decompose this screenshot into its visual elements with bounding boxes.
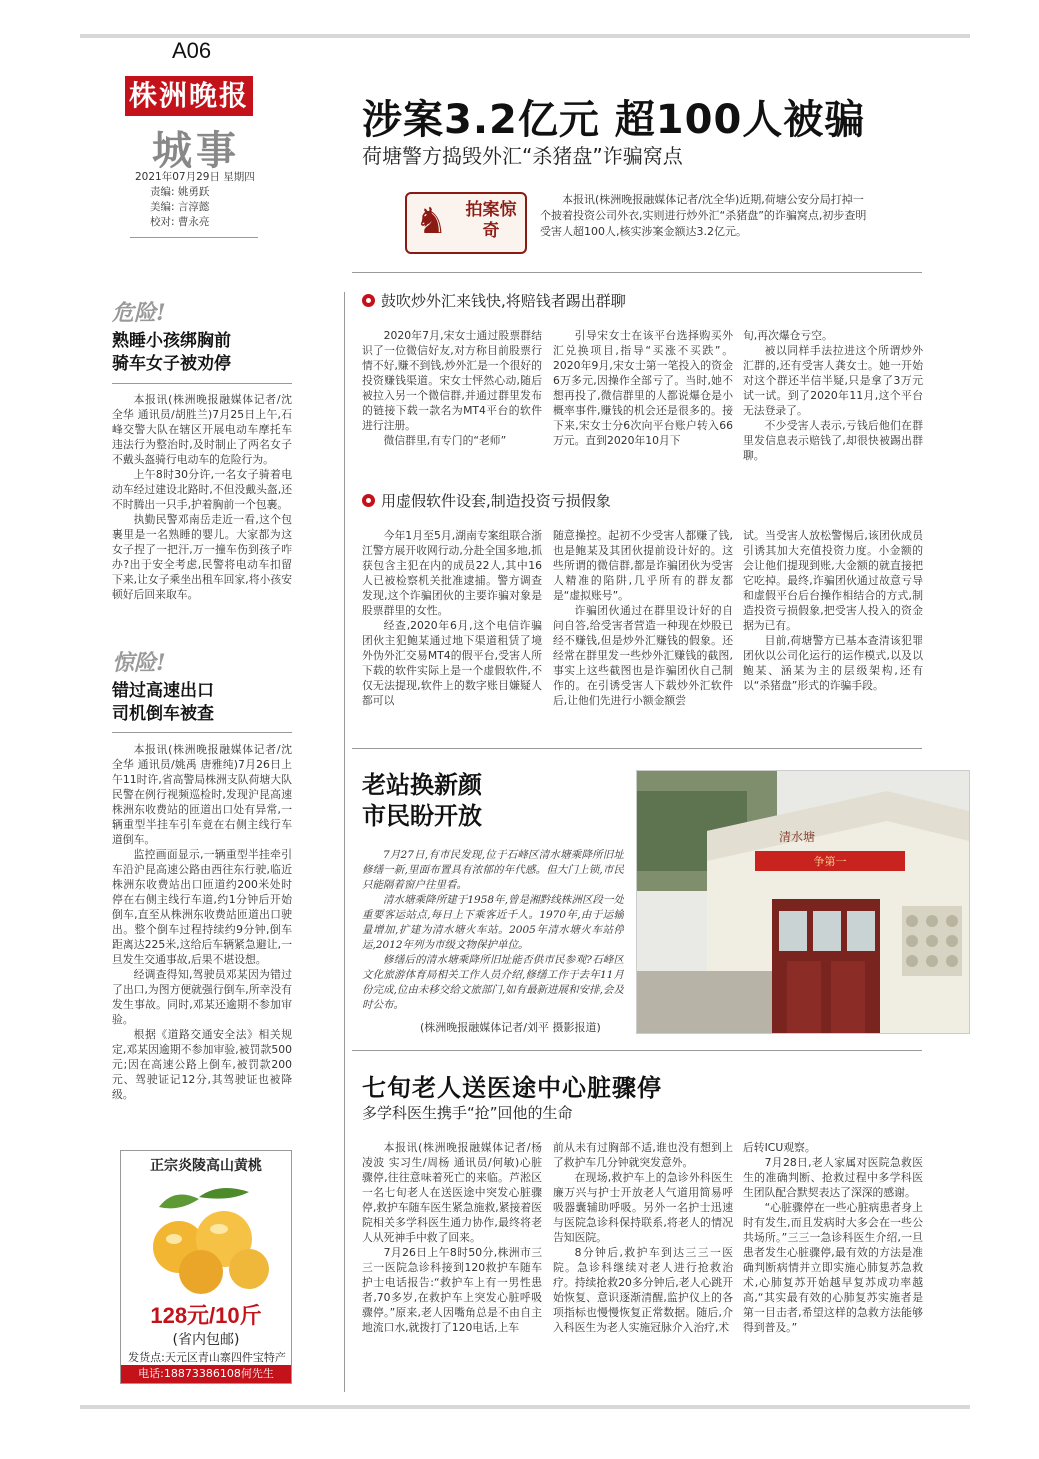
side-divider: [112, 383, 292, 384]
bullet-icon: [362, 294, 375, 307]
lead-divider: [352, 272, 922, 273]
side1-title: [112, 330, 231, 376]
side2-kicker: 惊险!: [112, 650, 166, 676]
bottom-bar: [80, 1405, 970, 1409]
side1-title-line: 骑车女子被劝停: [112, 354, 231, 374]
section2-col2: [553, 528, 733, 728]
station-building-image: [637, 771, 969, 1033]
paragraph: 随意操控。起初不少受害人都赚了钱,也是鲍某及其团伙提前设计好的。这些所谓的微信群,都是诈骗团伙为受害人精准的陷阱,几乎所有的群友都是“虚拟账号”。: [553, 529, 733, 602]
paragraph: 经调查得知,驾驶员邓某因为错过了出口,为图方便就强行倒车,所幸没有发生事故。同时,邓某还逾期不参加审验。: [112, 968, 292, 1026]
editor-credit: 责编: 姚勇跃: [150, 186, 210, 198]
ad-phone[interactable]: 电话:18873386108何先生: [121, 1365, 291, 1383]
main-subhead: 荷塘警方捣毁外汇“杀猪盘”诈骗窝点: [362, 144, 683, 168]
station-title: [362, 770, 482, 832]
stamp-label: 拍案惊奇: [465, 200, 517, 241]
side1-title-line: 熟睡小孩绑胸前: [112, 331, 231, 351]
page-number: A06: [172, 38, 212, 63]
station-title-line: 老站换新颜: [362, 771, 482, 799]
proofreader-credit: 校对: 曹永亮: [150, 216, 210, 228]
section2-col1: [362, 528, 542, 728]
paragraph: 上午8时30分许,一名女子骑着电动车经过建设北路时,不但没戴头盔,还不时腾出一只手,护着胸前一个包裹。: [112, 468, 292, 511]
station-credit: (株洲晚报融媒体记者/刘平 摄影报道): [420, 1021, 601, 1034]
paragraph: 8分钟后,救护车到达三三一医院。急诊科继续对老人进行抢救治疗。持续抢救20多分钟后,老人心跳开始恢复、意识逐渐清醒,监护仪上的各项指标也慢慢恢复正常数据。随后,介入科医生为老人实施冠脉介入治疗,术: [553, 1246, 733, 1334]
paragraph: “心脏骤停在一些心脏病患者身上时有发生,而且发病时大多会在一些公共场所。”三三一急诊科医生介绍,一旦患者发生心脏骤停,最有效的方法是准确判断病情并立即实施心肺复苏急救术,心肺复苏开始越早复苏成功率越高,“其实最有效的心肺复苏实施者是第一目击者,希望这样的急救方法能够得到普及。”: [743, 1201, 923, 1334]
paragraph: 执勤民警邓南岳走近一看,这个包裹里是一名熟睡的婴儿。大家都为这女子捏了一把汗,万一撞车伤到孩子咋办?出于安全考虑,民警将电动车扣留下来,让女子乘坐出租车回家,将小孩安顿好后回来取车。: [112, 513, 292, 601]
issue-date: 2021年07月29日 星期四: [135, 171, 255, 183]
paragraph: 7月26日上午8时50分,株洲市三三一医院急诊科接到120救护车随车护士电话报告:“救护车上有一男性患者,70多岁,在救护车上突发心脏呼吸骤停。”原来,老人因嘴角总是不由自主地流口水,就拨打了120电话,上车: [362, 1246, 542, 1334]
paragraph: 清水塘乘降所建于1958年,曾是湘黔线株洲区段一处重要客运站点,每日上下乘客近千人。1970年,由于运输量增加,扩建为清水塘火车站。2005年清水塘火车站停运,2012年列为市级文物保护单位。: [362, 894, 624, 951]
top-bar: [80, 34, 970, 38]
heart-subhead: 多学科医生携手“抢”回他的生命: [362, 1104, 573, 1122]
station-caption: [362, 848, 624, 1018]
ad-address: 发货点:天元区青山寨四件宝特产: [128, 1351, 286, 1364]
section2-heading: [362, 490, 611, 511]
paragraph: 旬,再次爆仓亏空。: [743, 329, 833, 342]
side1-body: [112, 392, 292, 624]
side2-title-line: 错过高速出口: [112, 681, 214, 701]
section2-col3: [743, 528, 923, 728]
column-divider: [344, 292, 345, 1392]
photo-sign-text: 争第一: [813, 855, 847, 868]
ad-title: 正宗炎陵高山黄桃: [150, 1158, 262, 1174]
station-photo: [636, 770, 970, 1034]
side-divider: [112, 732, 292, 733]
paragraph: 7月27日,有市民发现,位于石峰区清水塘乘降所旧址修缮一新,里面布置具有浓郁的年代感。但大门上锁,市民只能隔着窗户往里看。: [362, 849, 624, 891]
paragraph: 根据《道路交通安全法》相关规定,邓某因逾期不参加审验,被罚款500元;因在高速公路上倒车,被罚款200元、驾驶证记12分,其驾驶证也被降级。: [112, 1028, 292, 1101]
main-headline: 涉案3.2亿元 超100人被骗: [362, 97, 866, 143]
paragraph: 不少受害人表示,亏钱后他们在群里发信息表示赔钱了,却很快被踢出群聊。: [743, 419, 923, 462]
story-divider: [352, 748, 922, 749]
paragraph: 目前,荷塘警方已基本查清该犯罪团伙以公司化运行的运作模式,以及以鲍某、涵某为主的层级架构,还有以“杀猪盘”形式的诈骗手段。: [743, 634, 923, 692]
station-title-line: 市民盼开放: [362, 802, 482, 830]
horse-icon: ♞: [415, 201, 448, 242]
story-divider: [352, 1050, 922, 1051]
section1-title: 鼓吹炒外汇来钱快,将赔钱者踢出群聊: [381, 292, 626, 310]
section1-heading: [362, 290, 626, 311]
peach-icon: [139, 1177, 273, 1295]
section1-col3: [743, 328, 923, 478]
paragraph: 监控画面显示,一辆重型半挂牵引车沿沪昆高速公路由西往东行驶,临近株洲东收费站出口匝道约200米处时停在右侧主线行车道,约1分钟后开始倒车,直至从株洲东收费站匝道出口驶出。整个倒车过程持续约9分钟,倒车距离达225米,这给后车辆紧急避让,一旦发生交通事故,后果不堪设想。: [112, 848, 292, 966]
bullet-icon: [362, 494, 375, 507]
photo-sign-text: 清水塘: [778, 830, 816, 844]
paragraph: 2020年7月,宋女士通过股票群结识了一位微信好友,对方称目前股票行情不好,赚不到钱,炒外汇是一个很好的投资赚钱渠道。宋女士怦然心动,随后被拉入另一个微信群,并通过群里发布的链接下载一款名为MT4平台的软件进行注册。: [362, 329, 542, 432]
peach-advertisement[interactable]: [120, 1150, 292, 1384]
section-title: 城事: [152, 127, 240, 174]
paragraph: 修缮后的清水塘乘降所旧址能否供市民参观?石峰区文化旅游体育局相关工作人员介绍,修缮工作于去年11月份完成,位由未移交给文旅部门,如有最新进展和安排,会及时公布。: [362, 954, 624, 1011]
column-stamp: [405, 192, 527, 254]
side2-title: [112, 680, 214, 726]
main-lead: 本报讯(株洲晚报融媒体记者/沈全华)近期,荷塘公安分局打掉一个披着投资公司外衣,实则进行炒外汇“杀猪盘”的诈骗窝点,初步查明受害人超100人,核实涉案金额达3.2亿元。: [540, 193, 867, 238]
ad-price: 128元/10斤: [150, 1303, 262, 1328]
side2-body: [112, 742, 292, 1122]
section1-col1: [362, 328, 542, 478]
section2-title: 用虚假软件设套,制造投资亏损假象: [381, 492, 611, 510]
paragraph: 7月28日,老人家属对医院急救医生的准确判断、抢救过程中多学科医生团队配合默契表达了深深的感谢。: [743, 1156, 923, 1199]
paragraph: 后转ICU观察。: [743, 1141, 816, 1154]
heart-col2: [553, 1140, 733, 1390]
newspaper-masthead: 株洲晚报: [125, 76, 253, 116]
paragraph: 本报讯(株洲晚报融媒体记者/沈全华 通讯员/姚禹 唐雅纯)7月26日上午11时许,省高警局株洲支队荷塘大队民警在例行视频巡检时,发现沪昆高速株洲东收费站的匝道出口处有异常,一辆重型半挂车引车竟在右侧主线行车道倒车。: [112, 743, 292, 846]
paragraph: 被以同样手法拉进这个所谓炒外汇群的,还有受害人龚女士。她一开始对这个群还半信半疑,只是拿了3万元试一试。到了2020年11月,这个平台无法登录了。: [743, 344, 923, 417]
paragraph: 前从未有过胸部不适,谁也没有想到上了救护车几分钟就突发意外。: [553, 1141, 733, 1169]
side1-kicker: 危险!: [112, 300, 166, 326]
paragraph: 本报讯(株洲晚报融媒体记者/沈全华 通讯员/胡胜兰)7月25日上午,石峰交警大队在辖区开展电动车摩托车违法行为整治时,及时制止了两名女子不戴头盔骑行电动车的危险行为。: [112, 393, 292, 466]
designer-credit: 美编: 言淳懿: [150, 201, 210, 213]
paragraph: 诈骗团伙通过在群里设计好的自问自答,给受害者营造一种现在炒股已经不赚钱,但是炒外汇赚钱的假象。还经常在群里发一些炒外汇赚钱的截图,事实上这些截图也是诈骗团伙自己制作的。在引诱受害人下载炒外汇软件后,让他们先进行小额金额尝: [553, 604, 733, 707]
paragraph: 试。当受害人放松警惕后,该团伙成员引诱其加大充值投资力度。小金额的会让他们提现到账,大金额的就直接把它吃掉。最终,诈骗团伙通过故意亏导和虚假平台后台操作相结合的方式,制造投资亏损假象,把受害人投入的资金据为已有。: [743, 529, 923, 632]
section1-col2: [553, 328, 733, 478]
paragraph: 在现场,救护车上的急诊外科医生廉万兴与护士开放老人气道用简易呼吸器囊辅助呼吸。另外一名护士迅速与医院急诊科保持联系,将老人的情况告知医院。: [553, 1171, 733, 1244]
paragraph: 本报讯(株洲晚报融媒体记者/杨凌波 实习生/周杨 通讯员/何敏)心脏骤停,往往意味着死亡的来临。芦淞区一名七旬老人在送医途中突发心脏骤停,救护车随车医生紧急施救,紧接着医院相关多学科医生通力协作,最终将老人从死神手中救了回来。: [362, 1141, 542, 1244]
heart-col1: [362, 1140, 542, 1390]
heart-col3: [743, 1140, 923, 1390]
paragraph: 引导宋女士在该平台选择购买外汇兑换项目,指导“买涨不买跌”。2020年9月,宋女士第一笔投入的资金6万多元,因操作全部亏了。当时,她不想再投了,微信群里的人都说爆仓是小概率事件,赚钱的机会还是很多的。接下来,宋女士分6次向平台账户转入66万元。直到2020年10月下: [553, 329, 733, 447]
paragraph: 微信群里,有专门的“老师”: [383, 434, 507, 447]
paragraph: 经查,2020年6月,这个电信诈骗团伙主犯鲍某通过地下渠道租赁了境外伪外汇交易MT4的假平台,受害人所下载的软件实际上是一个虚假软件,不仅无法提现,软件上的数字账目嫌疑人都可以: [362, 619, 542, 707]
side2-title-line: 司机倒车被查: [112, 704, 214, 724]
heart-headline: 七旬老人送医途中心脏骤停: [362, 1074, 662, 1102]
ad-shipping-note: (省内包邮): [172, 1332, 240, 1348]
paragraph: 今年1月至5月,湖南专案组联合浙江警方展开收网行动,分赴全国多地,抓获包含主犯在内的成员22人,其中16人已被检察机关批准逮捕。警方调查发现,这个诈骗团伙的主要诈骗对象是股票群里的女性。: [362, 529, 542, 617]
meta-divider: [130, 237, 258, 238]
